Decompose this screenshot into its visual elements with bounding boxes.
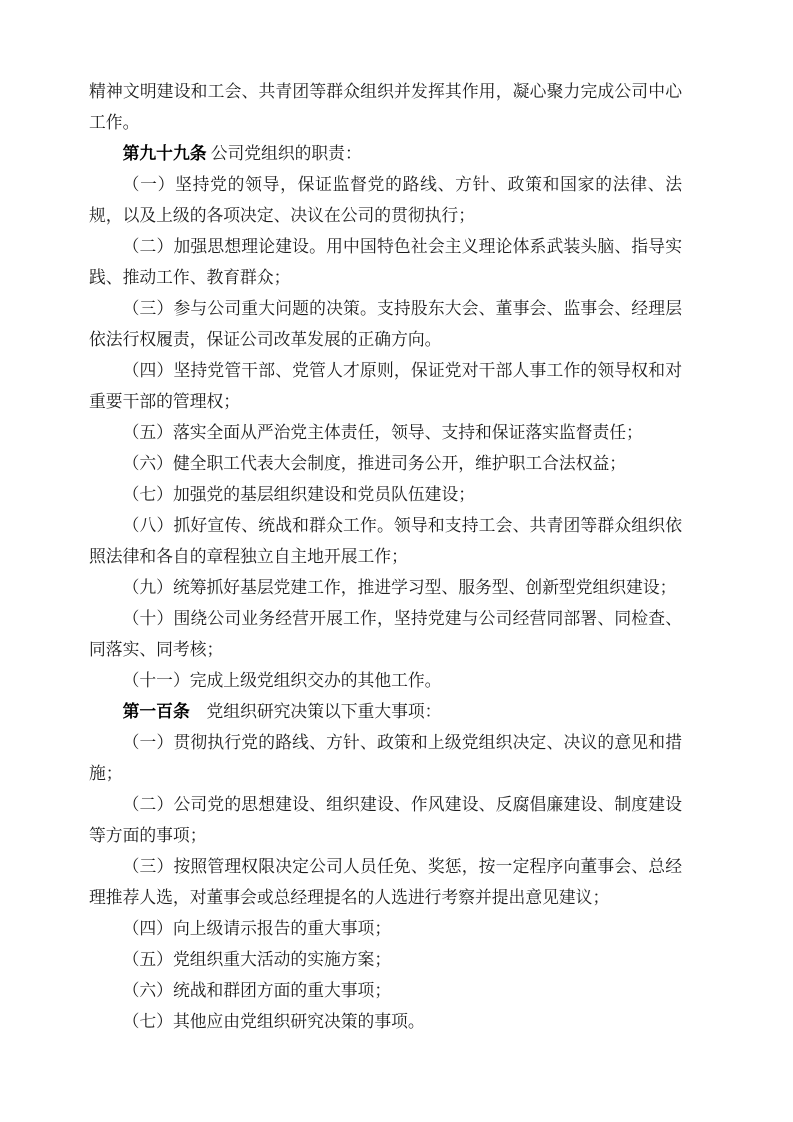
article-heading: 第一百条 党组织研究决策以下重大事项： [122, 702, 442, 721]
article-heading: 第九十九条 公司党组织的职责： [122, 144, 362, 163]
paragraph: （二）公司党的思想建设、组织建设、作风建设、反腐倡廉建设、制度建设等方面的事项； [89, 795, 682, 845]
paragraph: （一）坚持党的领导，保证监督党的路线、方针、政策和国家的法律、法规，以及上级的各项决定、决议在公司的贯彻执行； [89, 175, 682, 225]
paragraph: （六）统战和群团方面的重大事项； [122, 981, 392, 1000]
paragraph: （四）向上级请示报告的重大事项； [122, 919, 392, 938]
paragraph: （七）其他应由党组织研究决策的事项。 [122, 1012, 425, 1031]
paragraph: （六）健全职工代表大会制度，推进司务公开，维护职工合法权益； [122, 454, 627, 473]
article-number: 第九十九条 [122, 144, 207, 163]
document-content [89, 76, 682, 1037]
paragraph: 精神文明建设和工会、共青团等群众组织并发挥其作用，凝心聚力完成公司中心工作。 [89, 82, 682, 132]
paragraph: （三）按照管理权限决定公司人员任免、奖惩，按一定程序向董事会、总经理推荐人选，对董事会或总经理提名的人选进行考察并提出意见建议； [89, 857, 682, 907]
paragraph: （十）围绕公司业务经营开展工作，坚持党建与公司经营同部署、同检查、同落实、同考核； [89, 609, 682, 659]
article-number: 第一百条 [122, 702, 190, 721]
paragraph: （五）落实全面从严治党主体责任，领导、支持和保证落实监督责任； [122, 423, 643, 442]
paragraph: （五）党组织重大活动的实施方案； [122, 950, 392, 969]
paragraph: （二）加强思想理论建设。用中国特色社会主义理论体系武装头脑、指导实践、推动工作、教育群众； [89, 237, 682, 287]
paragraph: （四）坚持党管干部、党管人才原则，保证党对干部人事工作的领导权和对重要干部的管理权； [89, 361, 682, 411]
paragraph: （八）抓好宣传、统战和群众工作。领导和支持工会、共青团等群众组织依照法律和各自的章程独立自主地开展工作； [89, 516, 682, 566]
paragraph: （十一）完成上级党组织交办的其他工作。 [122, 671, 442, 690]
paragraph: （七）加强党的基层组织建设和党员队伍建设； [122, 485, 476, 504]
paragraph: （九）统筹抓好基层党建工作，推进学习型、服务型、创新型党组织建设； [122, 578, 677, 597]
paragraph: （三）参与公司重大问题的决策。支持股东大会、董事会、监事会、经理层依法行权履责，保证公司改革发展的正确方向。 [89, 299, 682, 349]
paragraph: （一）贯彻执行党的路线、方针、政策和上级党组织决定、决议的意见和措施； [89, 733, 682, 783]
